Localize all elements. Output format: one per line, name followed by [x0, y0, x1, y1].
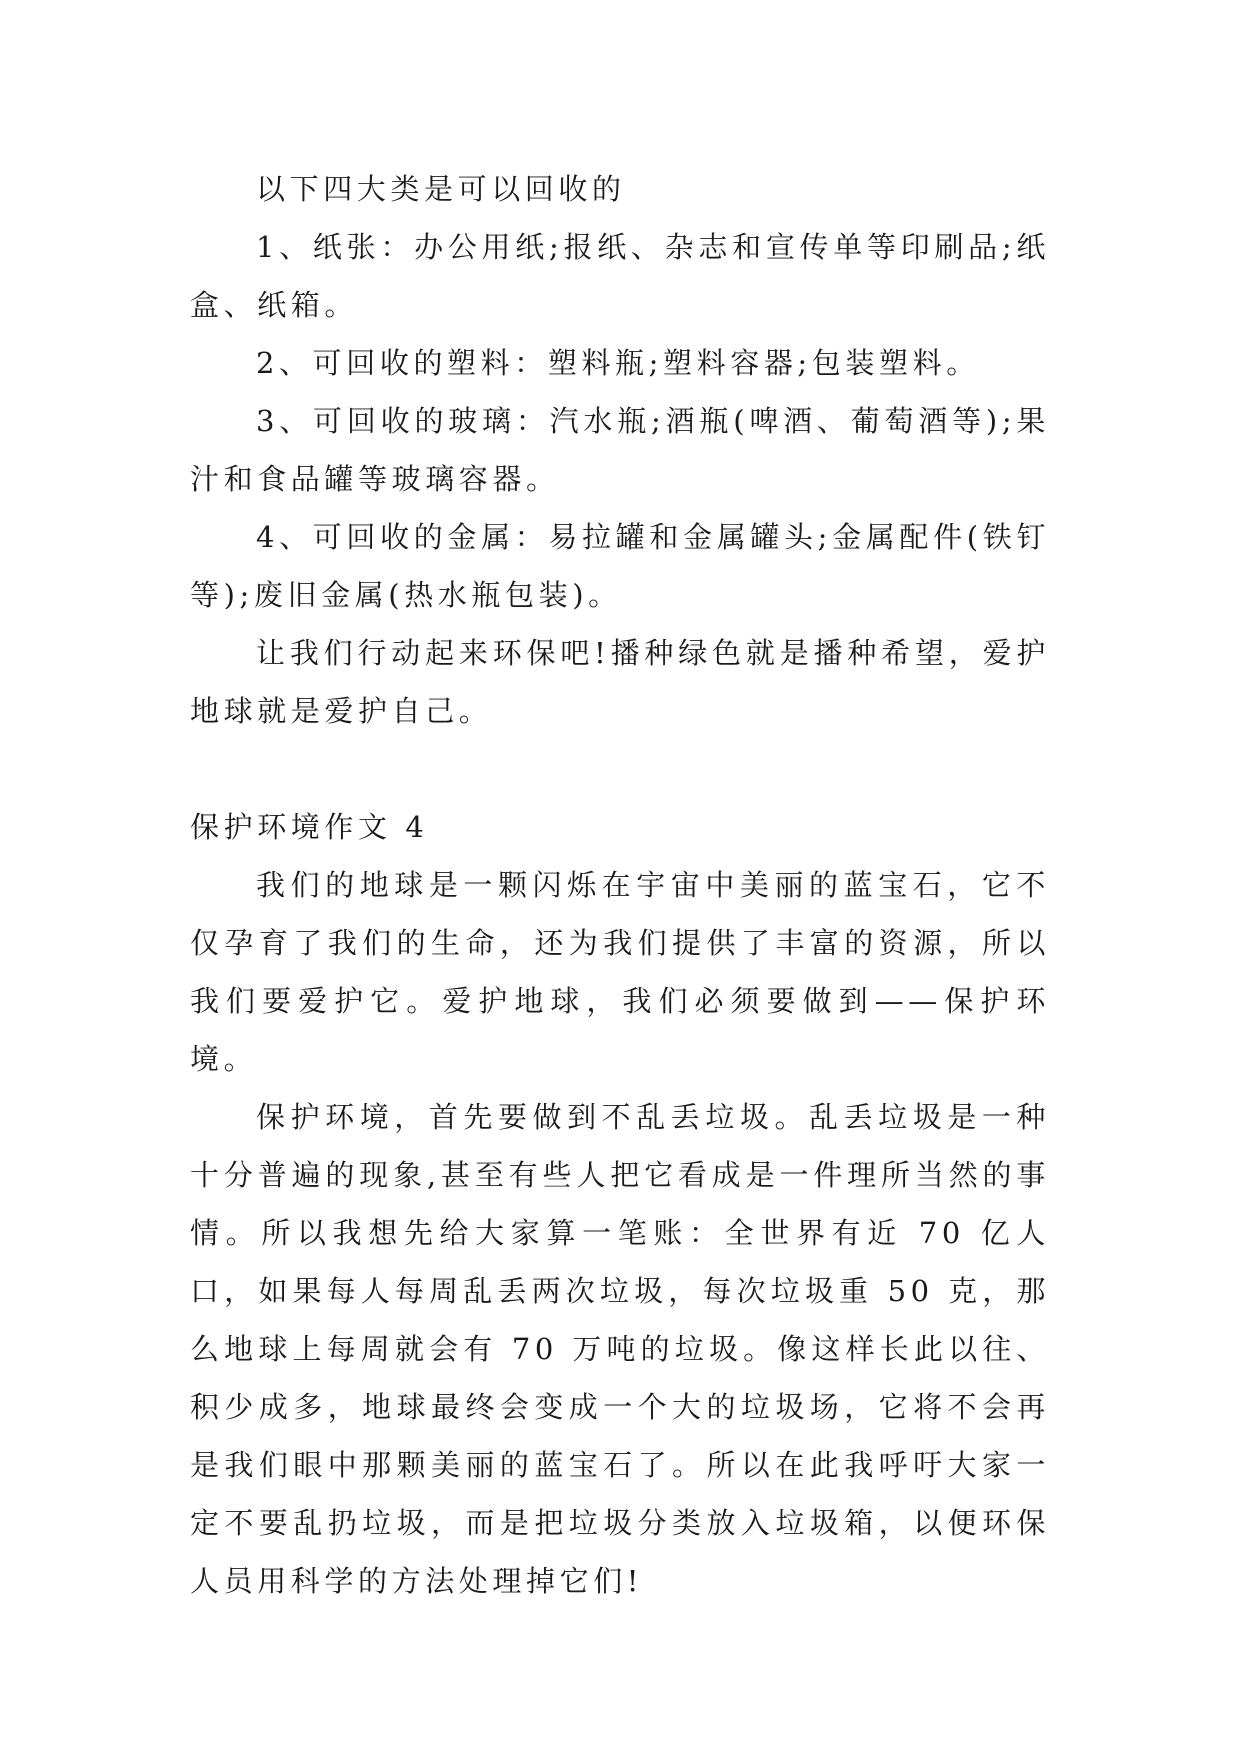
- document-page: [190, 160, 1050, 1610]
- metal-item-paragraph: 4、可回收的金属：易拉罐和金属罐头;金属配件(铁钉等);废旧金属(热水瓶包装)。: [190, 520, 1050, 612]
- paper-item-paragraph: 1、纸张：办公用纸;报纸、杂志和宣传单等印刷品;纸盒、纸箱。: [190, 230, 1050, 322]
- essay-paragraph-1: 我们的地球是一颗闪烁在宇宙中美丽的蓝宝石，它不仅孕育了我们的生命，还为我们提供了丰富的资源，所以我们要爱护它。爱护地球，我们必须要做到——保护环境。: [190, 868, 1050, 1076]
- recyclable-intro-paragraph: 以下四大类是可以回收的: [256, 172, 626, 206]
- glass-item-paragraph: 3、可回收的玻璃：汽水瓶;酒瓶(啤酒、葡萄酒等);果汁和食品罐等玻璃容器。: [190, 404, 1050, 496]
- essay-paragraph-2: 保护环境，首先要做到不乱丢垃圾。乱丢垃圾是一种十分普遍的现象,甚至有些人把它看成是一件理所当然的事情。所以我想先给大家算一笔账：全世界有近 70 亿人口，如果每人每周乱丢两次垃圾，每次垃圾重 50 克，那么地球上每周就会有 70 万吨的垃圾。像这样长此以往、积少成多，地球最终会变成一个大的垃圾场，它将不会再是我们眼中那颗美丽的蓝宝石了。所以在此我呼吁大家一定不要乱扔垃圾，而是把垃圾分类放入垃圾箱，以便环保人员用科学的方法处理掉它们!: [190, 1100, 1050, 1598]
- plastic-item-paragraph: 2、可回收的塑料：塑料瓶;塑料容器;包装塑料。: [256, 346, 980, 380]
- essay-title: 保护环境作文 4: [190, 810, 429, 844]
- call-to-action-paragraph: 让我们行动起来环保吧!播种绿色就是播种希望，爱护地球就是爱护自己。: [190, 636, 1050, 728]
